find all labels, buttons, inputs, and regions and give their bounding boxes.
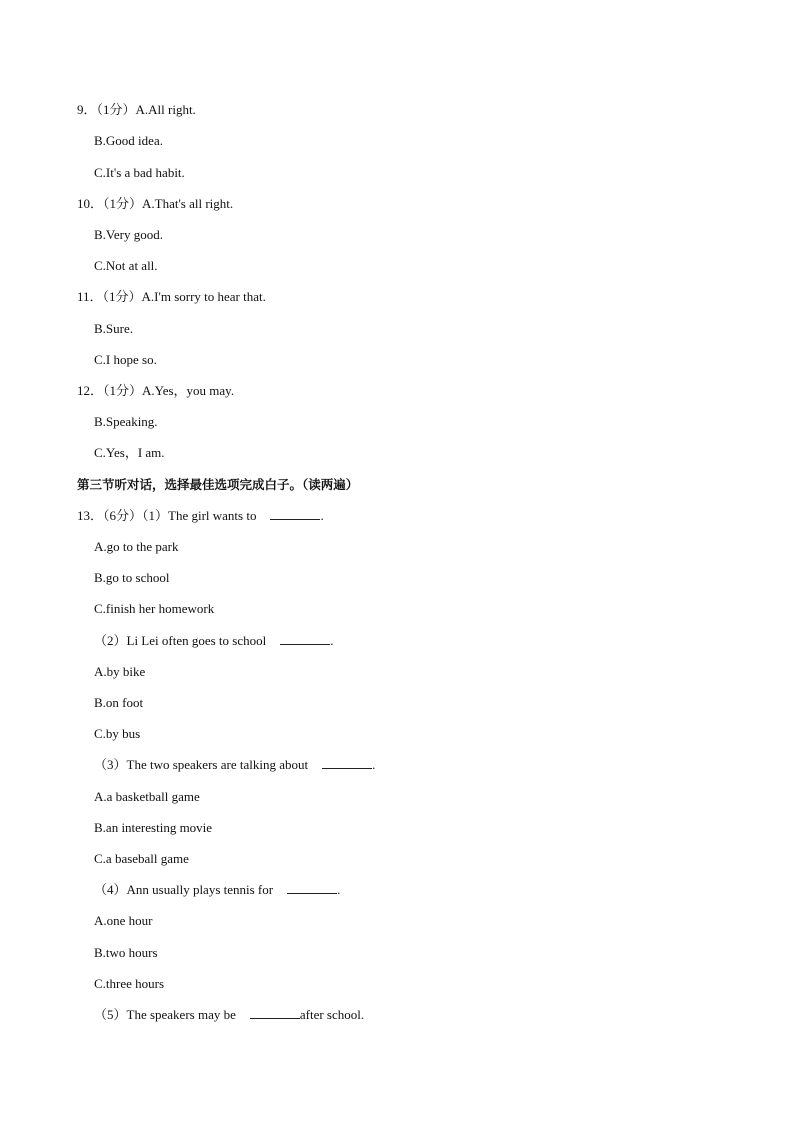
question-9-option-c: C.It's a bad habit. [94, 165, 185, 180]
question-9-option-b: B.Good idea. [94, 133, 163, 148]
question-11-stem: 11．（1分）A.I'm sorry to hear that. [77, 289, 266, 304]
answer-blank [280, 632, 330, 645]
part-1-option-c: C.finish her homework [94, 601, 215, 616]
answer-blank [287, 881, 337, 894]
question-13-part-3-text: （3）The two speakers are talking about [94, 757, 309, 772]
question-13-part-2-text: （2）Li Lei often goes to school [94, 633, 267, 648]
part-3-option-c: C.a baseball game [94, 851, 189, 866]
part-2-option-c: C.by bus [94, 726, 141, 741]
question-13-part-4-stem [94, 881, 340, 899]
question-13-part-4-tail: . [337, 882, 341, 897]
part-3-option-a: A.a basketball game [94, 789, 200, 804]
part-2-option-a: A.by bike [94, 664, 146, 679]
answer-blank [250, 1006, 300, 1019]
part-1-option-a: A.go to the park [94, 539, 179, 554]
part-4-option-a: A.one hour [94, 913, 153, 928]
part-3-option-b: B.an interesting movie [94, 820, 213, 835]
section-3-heading: 第三节听对话，选择最佳选项完成白子。（读两遍） [77, 477, 359, 492]
answer-blank [322, 756, 372, 769]
question-11-option-b: B.Sure. [94, 321, 133, 336]
question-13-part-5-stem [94, 1006, 364, 1024]
question-13-part-3-tail: . [372, 757, 376, 772]
part-1-option-b: B.go to school [94, 570, 170, 585]
question-13-part-3-stem [94, 756, 375, 774]
question-12-stem: 12．（1分）A.Yes，you may. [77, 383, 235, 398]
question-12-option-c: C.Yes，I am. [94, 445, 165, 460]
part-4-option-c: C.three hours [94, 976, 165, 991]
question-9-stem: 9．（1分）A.All right. [77, 102, 196, 117]
question-13-part-1-tail: . [320, 508, 324, 523]
question-10-option-c: C.Not at all. [94, 258, 158, 273]
part-2-option-b: B.on foot [94, 695, 144, 710]
question-10-option-b: B.Very good. [94, 227, 163, 242]
question-13-part-1-text: 13．（6分）（1）The girl wants to [77, 508, 257, 523]
question-11-option-c: C.I hope so. [94, 352, 157, 367]
question-13-part-1-stem [77, 507, 324, 525]
answer-blank [270, 507, 320, 520]
question-13-part-4-text: （4）Ann usually plays tennis for [94, 882, 274, 897]
question-12-option-b: B.Speaking. [94, 414, 158, 429]
question-13-part-2-tail: . [330, 633, 334, 648]
question-13-part-5-text: （5）The speakers may be [94, 1007, 236, 1022]
part-4-option-b: B.two hours [94, 945, 158, 960]
question-10-stem: 10．（1分）A.That's all right. [77, 196, 234, 211]
question-13-part-2-stem [94, 632, 333, 650]
question-13-part-5-tail: after school. [299, 1007, 365, 1022]
